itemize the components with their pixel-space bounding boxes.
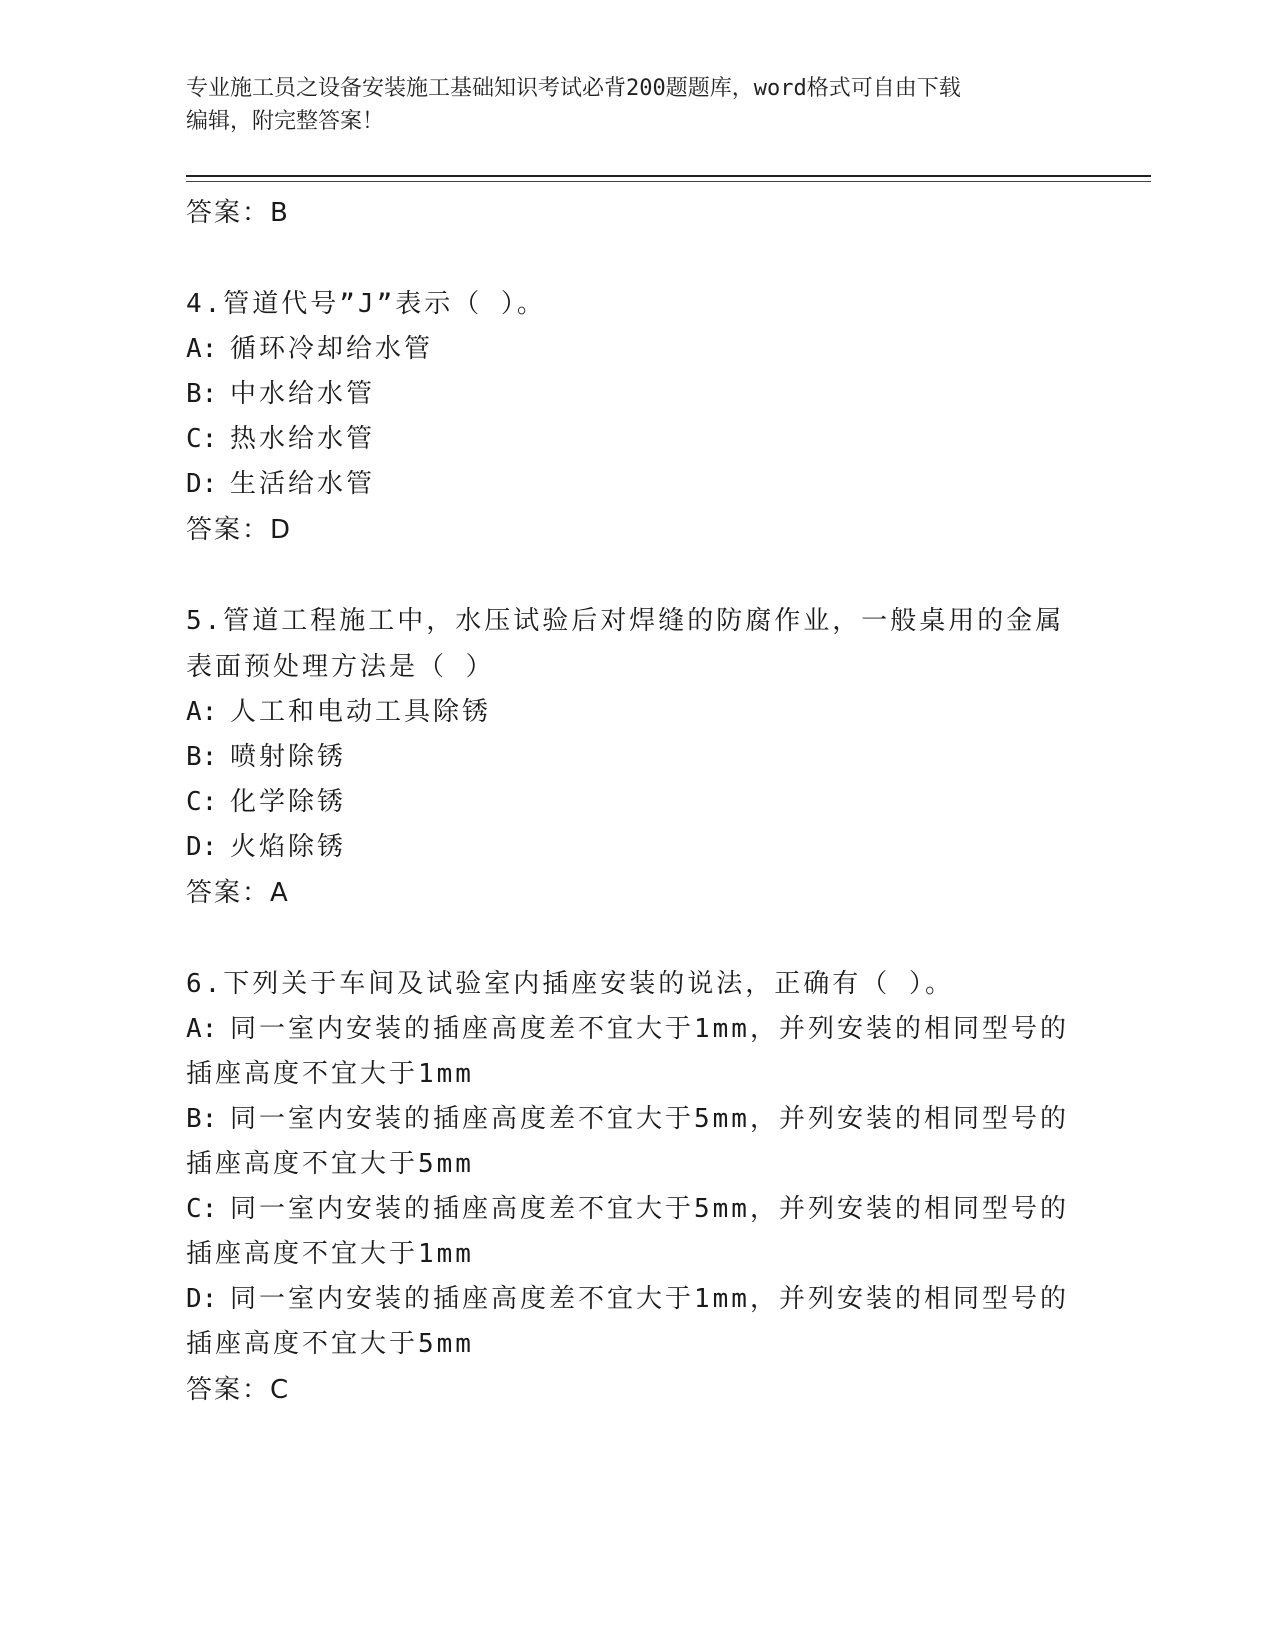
question-block-5	[186, 598, 1086, 916]
answer-label: 答案：	[186, 878, 271, 908]
option-text: 循环冷却给水管	[230, 334, 434, 364]
answer-label: 答案：	[186, 1375, 271, 1405]
option-d	[186, 825, 1086, 870]
option-key: B:	[186, 742, 218, 772]
question-stem: 6.下列关于车间及试验室内插座安装的说法，正确有（ ）。	[186, 969, 954, 999]
option-key: A:	[186, 334, 218, 364]
option-c-continued: 插座高度不宜大于1mm	[186, 1239, 474, 1269]
option-c	[186, 1187, 1086, 1232]
option-b	[186, 372, 1086, 417]
option-c	[186, 780, 1086, 825]
option-key: A:	[186, 1014, 218, 1044]
option-a	[186, 327, 1086, 372]
option-b	[186, 735, 1086, 780]
option-c	[186, 417, 1086, 462]
option-key: D:	[186, 1284, 218, 1314]
option-key: D:	[186, 832, 218, 862]
option-key: B:	[186, 379, 218, 409]
option-key: D:	[186, 469, 218, 499]
option-text: 同一室内安装的插座高度差不宜大于1mm，并列安装的相同型号的	[230, 1014, 1069, 1044]
option-text: 化学除锈	[230, 787, 347, 817]
option-text: 喷射除锈	[230, 742, 347, 772]
option-key: C:	[186, 1194, 218, 1224]
option-d	[186, 1277, 1086, 1322]
option-b-continued: 插座高度不宜大于5mm	[186, 1149, 474, 1179]
option-key: A:	[186, 697, 218, 727]
option-text: 热水给水管	[230, 424, 376, 454]
option-d	[186, 462, 1086, 507]
answer-value: D	[270, 515, 291, 545]
answer-previous	[186, 190, 1086, 236]
option-text: 火焰除锈	[230, 832, 347, 862]
answer-value: A	[270, 878, 288, 908]
option-key: C:	[186, 787, 218, 817]
option-text: 同一室内安装的插座高度差不宜大于1mm，并列安装的相同型号的	[230, 1284, 1069, 1314]
question-stem-continued: 表面预处理方法是（ ）	[186, 652, 495, 682]
option-key: C:	[186, 424, 218, 454]
option-text: 人工和电动工具除锈	[230, 697, 492, 727]
header-line-1: 专业施工员之设备安装施工基础知识考试必背200题题库，word格式可自由下载	[186, 76, 961, 101]
option-text: 同一室内安装的插座高度差不宜大于5mm，并列安装的相同型号的	[230, 1104, 1069, 1134]
option-a-continued: 插座高度不宜大于1mm	[186, 1059, 474, 1089]
option-text: 同一室内安装的插座高度差不宜大于5mm，并列安装的相同型号的	[230, 1194, 1069, 1224]
question-block-6	[186, 961, 1086, 1413]
question-block-4	[186, 281, 1086, 553]
header-divider-thin	[186, 181, 1151, 182]
answer-line	[186, 507, 1086, 553]
spacer	[186, 236, 1086, 281]
option-key: B:	[186, 1104, 218, 1134]
answer-label: 答案：	[186, 198, 271, 228]
option-a	[186, 690, 1086, 735]
answer-label: 答案：	[186, 515, 271, 545]
answer-value: C	[270, 1375, 289, 1405]
question-content	[186, 190, 1086, 1413]
spacer	[186, 916, 1086, 961]
answer-line	[186, 870, 1086, 916]
option-text: 中水给水管	[230, 379, 376, 409]
option-d-continued: 插座高度不宜大于5mm	[186, 1329, 474, 1359]
option-a	[186, 1007, 1086, 1052]
header-line-2: 编辑，附完整答案！	[186, 109, 385, 134]
option-b	[186, 1097, 1086, 1142]
spacer	[186, 553, 1086, 598]
answer-value: B	[270, 198, 288, 228]
header-divider-thick	[186, 175, 1151, 177]
answer-line	[186, 1367, 1086, 1413]
document-header	[186, 72, 1066, 138]
option-text: 生活给水管	[230, 469, 376, 499]
question-stem: 5.管道工程施工中，水压试验后对焊缝的防腐作业，一般桌用的金属	[186, 606, 1065, 636]
question-stem: 4.管道代号”J”表示（ ）。	[186, 289, 546, 319]
